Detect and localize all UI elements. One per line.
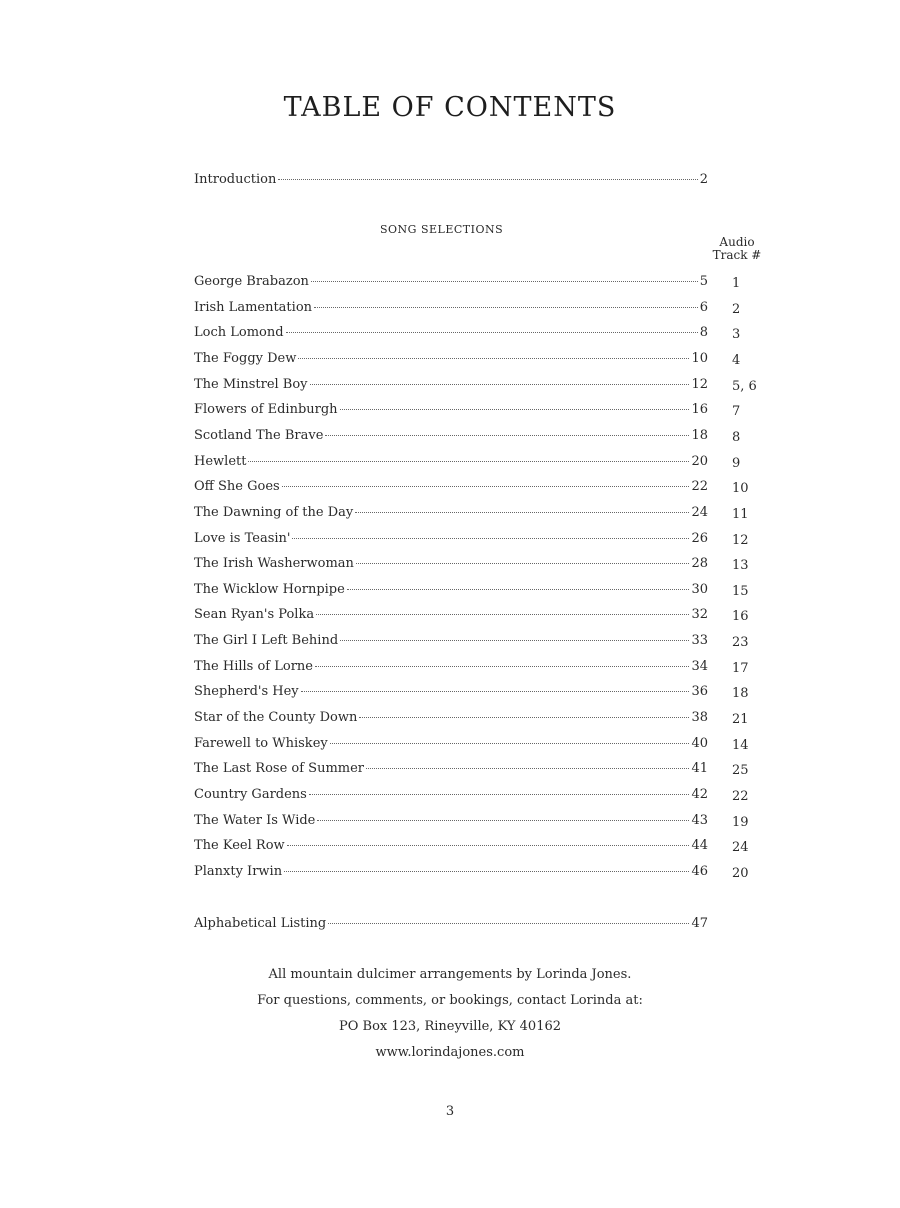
song-entry xyxy=(194,633,708,653)
song-page: 46 xyxy=(691,864,708,879)
song-entry xyxy=(194,274,708,294)
dot-leader xyxy=(355,512,689,513)
dot-leader xyxy=(347,589,690,590)
song-title: The Girl I Left Behind xyxy=(194,633,339,648)
song-page: 40 xyxy=(691,736,708,751)
dot-leader xyxy=(328,923,689,924)
dot-leader xyxy=(248,461,689,462)
entry-name: Alphabetical Listing xyxy=(194,916,327,931)
song-title: The Dawning of the Day xyxy=(194,505,354,520)
song-entry xyxy=(194,864,708,884)
dot-leader xyxy=(316,614,689,615)
song-entry xyxy=(194,838,708,858)
song-page: 8 xyxy=(699,325,708,340)
song-entry xyxy=(194,351,708,371)
song-page: 24 xyxy=(691,505,708,520)
footer-credit: All mountain dulcimer arrangements by Lorinda Jones. xyxy=(268,967,632,982)
song-entry xyxy=(194,479,708,499)
song-title: Love is Teasin' xyxy=(194,531,291,546)
song-title: Loch Lomond xyxy=(194,325,284,340)
audio-track-number: 11 xyxy=(732,507,749,522)
page-number: 3 xyxy=(445,1104,455,1119)
audio-track-number: 16 xyxy=(732,609,749,624)
song-page: 33 xyxy=(691,633,708,648)
audio-track-number: 21 xyxy=(732,712,749,727)
song-entry xyxy=(194,684,708,704)
song-title: Shepherd's Hey xyxy=(194,684,299,699)
song-title: The Foggy Dew xyxy=(194,351,297,366)
song-title: Country Gardens xyxy=(194,787,307,802)
song-page: 44 xyxy=(691,838,708,853)
audio-track-number: 15 xyxy=(732,584,749,599)
dot-leader xyxy=(340,409,690,410)
song-entry xyxy=(194,556,708,576)
song-page: 10 xyxy=(691,351,708,366)
song-page: 22 xyxy=(691,479,708,494)
song-page: 28 xyxy=(691,556,708,571)
dot-leader xyxy=(278,179,697,180)
song-entry xyxy=(194,325,708,345)
song-title: The Water Is Wide xyxy=(194,813,316,828)
song-entry xyxy=(194,454,708,474)
song-page: 12 xyxy=(691,377,708,392)
audio-header-line-1: Audio xyxy=(719,235,755,249)
audio-track-number: 8 xyxy=(732,430,741,445)
song-title: Irish Lamentation xyxy=(194,300,313,315)
entry-name: Introduction xyxy=(194,172,277,187)
song-entry xyxy=(194,377,708,397)
footer-contact: For questions, comments, or bookings, contact Lorinda at: xyxy=(257,993,643,1008)
song-entry xyxy=(194,402,708,422)
toc-entry-introduction xyxy=(194,172,708,192)
song-page: 16 xyxy=(691,402,708,417)
audio-track-number: 19 xyxy=(732,815,749,830)
audio-track-number: 23 xyxy=(732,635,749,650)
entry-page: 2 xyxy=(699,172,708,187)
song-page: 6 xyxy=(699,300,708,315)
page-title: TABLE OF CONTENTS xyxy=(283,92,617,123)
footer-address: PO Box 123, Rineyville, KY 40162 xyxy=(338,1019,562,1034)
audio-track-number: 17 xyxy=(732,661,749,676)
dot-leader xyxy=(366,768,689,769)
song-title: Star of the County Down xyxy=(194,710,358,725)
song-page: 20 xyxy=(691,454,708,469)
audio-track-number: 10 xyxy=(732,481,749,496)
song-page: 36 xyxy=(691,684,708,699)
dot-leader xyxy=(286,332,698,333)
audio-header-line-2: Track # xyxy=(712,248,762,262)
dot-leader xyxy=(325,435,689,436)
song-title: Scotland The Brave xyxy=(194,428,324,443)
song-page: 30 xyxy=(691,582,708,597)
dot-leader xyxy=(301,691,690,692)
audio-track-number: 13 xyxy=(732,558,749,573)
dot-leader xyxy=(287,845,690,846)
dot-leader xyxy=(309,794,690,795)
song-title: Planxty Irwin xyxy=(194,864,283,879)
song-page: 41 xyxy=(691,761,708,776)
song-page: 34 xyxy=(691,659,708,674)
dot-leader xyxy=(330,743,690,744)
dot-leader xyxy=(356,563,690,564)
audio-track-number: 5, 6 xyxy=(732,379,757,394)
audio-track-number: 4 xyxy=(732,353,741,368)
dot-leader xyxy=(359,717,689,718)
song-title: The Hills of Lorne xyxy=(194,659,313,674)
audio-track-number: 22 xyxy=(732,789,749,804)
song-entry xyxy=(194,710,708,730)
footer-website: www.lorindajones.com xyxy=(375,1045,525,1060)
audio-track-number: 18 xyxy=(732,686,749,701)
dot-leader xyxy=(284,871,689,872)
song-entry xyxy=(194,428,708,448)
song-title: Off She Goes xyxy=(194,479,280,494)
song-entry xyxy=(194,736,708,756)
song-page: 32 xyxy=(691,607,708,622)
song-title: The Minstrel Boy xyxy=(194,377,308,392)
toc-entry-alphabetical-listing xyxy=(194,916,708,936)
audio-track-number: 3 xyxy=(732,327,741,342)
audio-track-number: 7 xyxy=(732,404,741,419)
audio-track-number: 20 xyxy=(732,866,749,881)
song-title: The Keel Row xyxy=(194,838,285,853)
song-entry xyxy=(194,582,708,602)
audio-track-number: 1 xyxy=(732,276,741,291)
song-title: Sean Ryan's Polka xyxy=(194,607,315,622)
song-entry xyxy=(194,659,708,679)
song-title: The Irish Washerwoman xyxy=(194,556,354,571)
song-page: 26 xyxy=(691,531,708,546)
dot-leader xyxy=(282,486,690,487)
audio-track-number: 2 xyxy=(732,302,741,317)
song-page: 43 xyxy=(691,813,708,828)
song-title: Hewlett xyxy=(194,454,247,469)
dot-leader xyxy=(317,820,689,821)
song-entry xyxy=(194,813,708,833)
song-page: 42 xyxy=(691,787,708,802)
audio-track-number: 12 xyxy=(732,533,749,548)
dot-leader xyxy=(311,281,698,282)
audio-track-number: 25 xyxy=(732,763,749,778)
audio-track-number: 14 xyxy=(732,738,749,753)
audio-track-number: 24 xyxy=(732,840,749,855)
dot-leader xyxy=(314,307,698,308)
song-entry xyxy=(194,761,708,781)
song-entry xyxy=(194,607,708,627)
song-title: Farewell to Whiskey xyxy=(194,736,328,751)
audio-track-header xyxy=(712,236,762,262)
section-heading: SONG SELECTIONS xyxy=(380,223,504,236)
song-title: The Last Rose of Summer xyxy=(194,761,365,776)
dot-leader xyxy=(292,538,689,539)
song-page: 18 xyxy=(691,428,708,443)
song-title: Flowers of Edinburgh xyxy=(194,402,338,417)
song-page: 5 xyxy=(699,274,708,289)
song-entry xyxy=(194,787,708,807)
dot-leader xyxy=(310,384,690,385)
dot-leader xyxy=(315,666,689,667)
audio-track-number: 9 xyxy=(732,456,741,471)
song-entry xyxy=(194,300,708,320)
song-title: George Brabazon xyxy=(194,274,309,289)
entry-page: 47 xyxy=(691,916,708,931)
song-page: 38 xyxy=(691,710,708,725)
song-title: The Wicklow Hornpipe xyxy=(194,582,345,597)
dot-leader xyxy=(340,640,689,641)
song-entry xyxy=(194,531,708,551)
dot-leader xyxy=(298,358,689,359)
song-entry xyxy=(194,505,708,525)
